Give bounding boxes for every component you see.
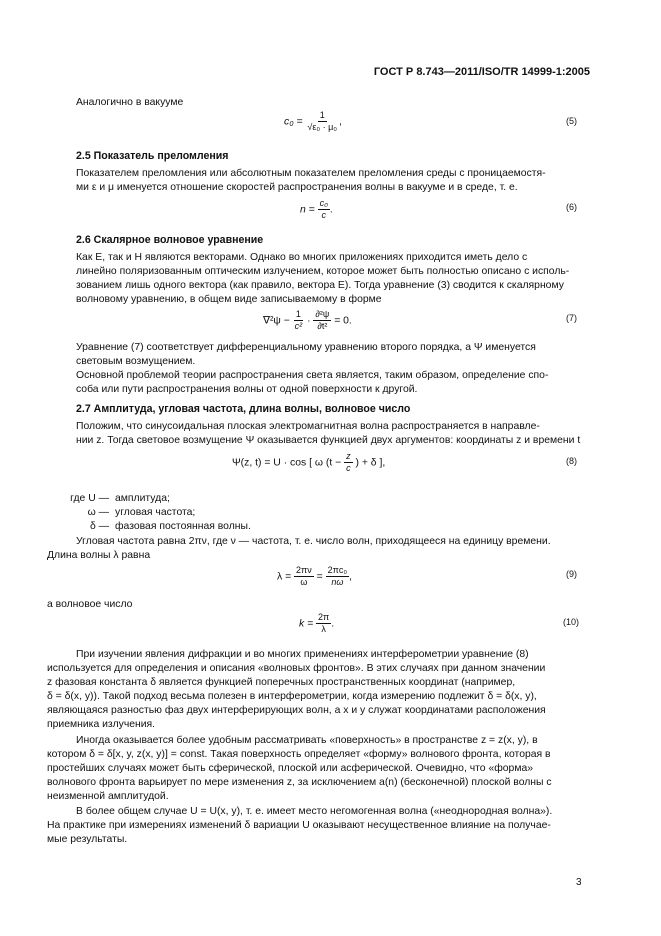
- sec26-line-2: линейно поляризованным оптическим излучением, которое может быть полностью описано с исполь-: [76, 266, 570, 277]
- eq8-close: ) + δ ],: [355, 457, 386, 469]
- equation-5: [284, 110, 342, 133]
- wave-number-intro: а волновое число: [47, 599, 133, 610]
- eq7-dot: ·: [307, 315, 311, 327]
- sec26-line-3: зованием лишь одного вектора (как правило, вектора E). Тогда уравнение (3) сводится к скалярному: [76, 280, 564, 291]
- para1-line-5: являющаяся разностью фаз двух интерферирующих волн, а x и y служат координатами расположения: [47, 705, 546, 716]
- para1-line-2: используется для определения и описания «волновых фронтов». В этих случаях при данном значении: [47, 663, 546, 674]
- eq9-n1: 2πν: [296, 565, 312, 575]
- eq6-num: c₀: [319, 198, 328, 208]
- freq-line-1: Угловая частота равна 2πν, где ν — частота, т. е. число волн, приходящееся на единицу времени.: [76, 536, 551, 547]
- eq5-den: √ε₀ · μ₀: [307, 122, 338, 132]
- para1-line-6: приемника излучения.: [47, 719, 156, 730]
- eq6-tail: .: [329, 204, 333, 216]
- equation-8: [232, 451, 385, 474]
- where-desc-3: фазовая постоянная волны.: [115, 521, 251, 532]
- eq10-tail: .: [331, 618, 335, 630]
- sec27-line-2: нии z. Тогда световое возмущение Ψ оказывается функцией двух аргументов: координаты z и времени t: [76, 435, 581, 446]
- sec26-line-1: Как E, так и H являются векторами. Однако во многих приложениях приходится иметь дело с: [76, 252, 528, 263]
- eq9-d2: nω: [331, 577, 344, 587]
- eq7-d2: ∂t²: [317, 321, 328, 331]
- eq9-tail: ,: [349, 571, 352, 583]
- sec25-line-2: ми ε и μ именуется отношение скоростей распространения волны в вакууме и в среде, т. е.: [76, 182, 518, 193]
- equation-9: [277, 565, 352, 588]
- eq9-eq: =: [316, 571, 323, 583]
- eq7-n2: ∂²ψ: [315, 309, 330, 319]
- eq9-lhs: λ =: [277, 571, 292, 583]
- where-sym-1: где U —: [70, 493, 109, 504]
- eq8-lhs: Ψ(z, t) = U · cos: [232, 457, 307, 469]
- para2-line-2: котором δ = δ[x, y, z(x, y)] = const. Такая поверхность определяет «форму» волнового фронта, которая в: [47, 749, 551, 760]
- where-sym-3: δ —: [89, 521, 109, 532]
- document-header: ГОСТ Р 8.743—2011/ISO/TR 14999-1:2005: [373, 66, 590, 78]
- para2-line-3: простейших случаях может быть сферической, плоской или асферической. Очевидно, что «форма»: [47, 763, 534, 774]
- para2-line-1: Иногда оказывается более удобным рассматривать «поверхность» в пространстве z = z(x, y), в: [76, 735, 538, 746]
- section-2-5-title: 2.5 Показатель преломления: [76, 150, 229, 162]
- eq8-number: (8): [566, 456, 577, 466]
- section-2-6-title: 2.6 Скалярное волновое уравнение: [76, 234, 264, 246]
- eq6-lhs: n =: [300, 204, 315, 216]
- equation-6: [300, 198, 333, 221]
- sec25-line-1: Показателем преломления или абсолютным показателем преломления среды с проницаемостя-: [76, 168, 546, 179]
- para2-line-5: неизменной амплитудой.: [47, 791, 169, 802]
- where-desc-1: амплитуда;: [115, 493, 170, 504]
- eq10-den: λ: [321, 624, 326, 634]
- eq7-d1: c²: [294, 321, 303, 331]
- equation-10: [299, 612, 334, 635]
- sec26b-line-1: Уравнение (7) соответствует дифференциальному уравнению второго порядка, а Ψ именуется: [76, 342, 536, 353]
- para2-line-4: волнового фронта варьирует по мере изменения z, за исключением a(n) (бесконечной) плоской волны с: [47, 777, 552, 788]
- eq7-tail: = 0.: [334, 315, 352, 327]
- eq7-number: (7): [566, 313, 577, 323]
- eq6-den: c: [321, 210, 327, 220]
- section-2-7-title: 2.7 Амплитуда, угловая частота, длина волны, волновое число: [76, 403, 411, 415]
- eq5-lhs: c₀ =: [284, 116, 303, 128]
- para3-line-2: На практике при измерениях изменений δ вариации U оказывают несущественное влияние на получае-: [47, 820, 551, 831]
- eq9-d1: ω: [300, 577, 308, 587]
- para3-line-3: мые результаты.: [47, 834, 128, 845]
- sec26b-line-3: Основной проблемой теории распространения света является, таким образом, определение спо-: [76, 370, 549, 381]
- freq-line-2: Длина волны λ равна: [47, 550, 151, 561]
- eq8-num: z: [346, 451, 351, 461]
- para1-line-1: При изучении явления дифракции и во многих применениях интерферометрии уравнение (8): [76, 649, 529, 660]
- para1-line-3: z фазовая константа δ является функцией поперечных пространственных координат (например,: [47, 677, 516, 688]
- eq6-number: (6): [566, 202, 577, 212]
- sec26b-line-4: соба или пути распространения волны от одной поверхности к другой.: [76, 384, 418, 395]
- page-number: 3: [576, 877, 582, 888]
- intro-text: Аналогично в вакууме: [76, 97, 184, 108]
- sec27-line-1: Положим, что синусоидальная плоская электромагнитная волна распространяется в направле-: [76, 421, 540, 432]
- para1-line-4: δ = δ(x, y)). Такой подход весьма полезен в интерферометрии, когда измерению подлежит δ = δ(x, y),: [47, 691, 537, 702]
- eq10-number: (10): [563, 617, 580, 627]
- eq10-num: 2π: [318, 612, 330, 622]
- eq7-a: ∇²ψ −: [263, 315, 290, 327]
- eq9-n2: 2πc₀: [327, 565, 348, 575]
- sec26b-line-2: световым возмущением.: [76, 356, 196, 367]
- eq5-tail: ,: [339, 116, 342, 128]
- sec26-line-4: волновому уравнению, в общем виде записываемому в форме: [76, 294, 382, 305]
- eq5-number: (5): [566, 116, 577, 126]
- where-desc-2: угловая частота;: [115, 507, 196, 518]
- para3-line-1: В более общем случае U = U(x, y), т. е. имеет место негомогенная волна («неоднородная волна»).: [76, 806, 553, 817]
- eq5-num: 1: [319, 110, 325, 120]
- where-sym-2: ω —: [87, 507, 109, 518]
- eq8-open: [ ω (t −: [309, 457, 342, 469]
- equation-7: [263, 309, 352, 332]
- eq8-den: c: [346, 463, 351, 473]
- eq9-number: (9): [566, 569, 577, 579]
- eq7-n1: 1: [295, 309, 301, 319]
- eq10-lhs: k =: [299, 618, 314, 630]
